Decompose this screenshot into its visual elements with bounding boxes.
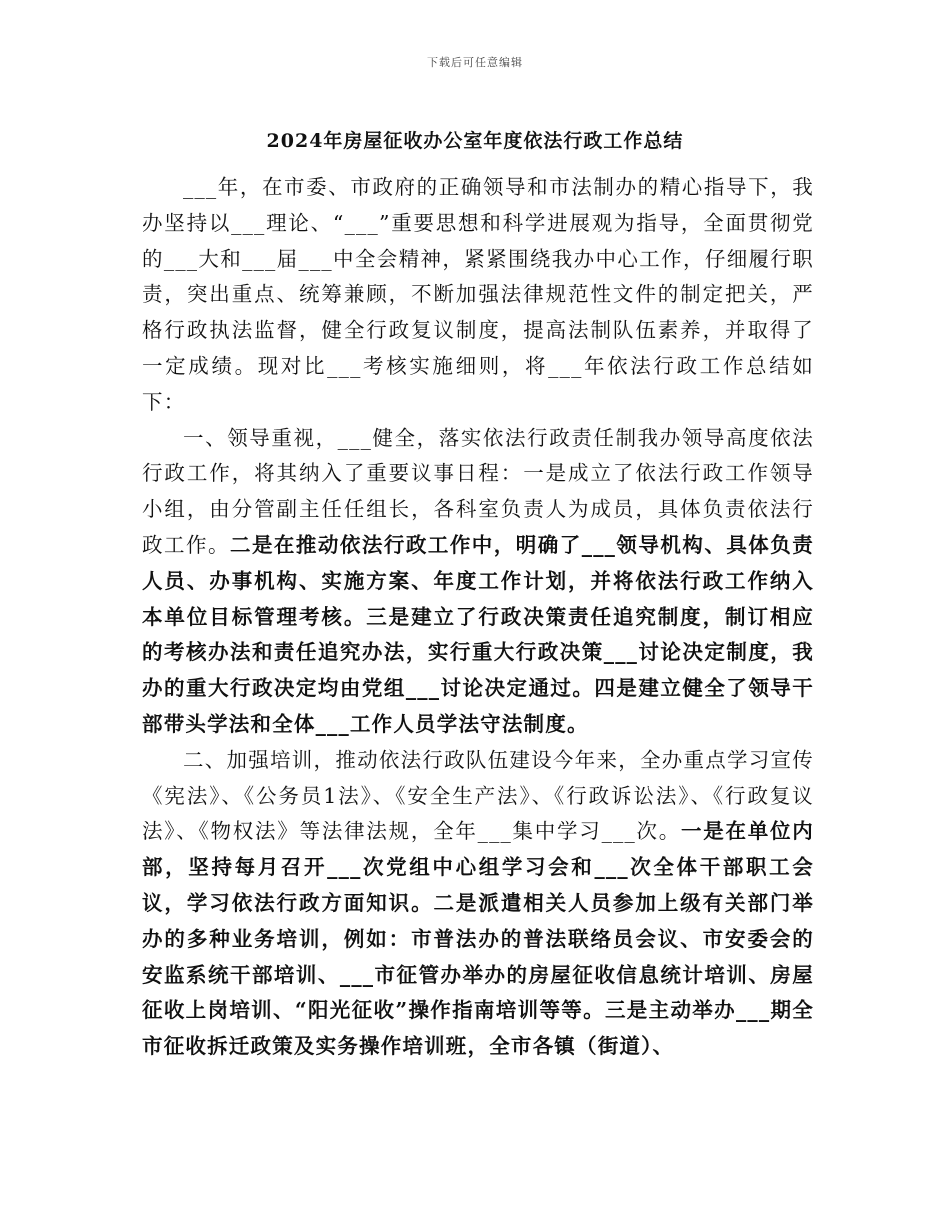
section-one-text: 一、领导重视，___健全，落实依法行政责任制我办领导高度依法行政工作，将其纳入了重要议事日程：一是成立了依法行政工作领导小组，由分管副主任任组长，各科室负责人为成员，具体负责依法行政工作。 (142, 425, 814, 557)
paragraph-intro (142, 170, 814, 421)
intro-text: ___年，在市委、市政府的正确领导和市法制办的精心指导下，我办坚持以___理论、“___”重要思想和科学进展观为指导，全面贯彻党的___大和___届___中全会精神，紧紧围绕我办中心工作，仔细履行职责，突出重点、统筹兼顾，不断加强法律规范性文件的制定把关，严格行政执法监督，健全行政复议制度，提高法制队伍素养，并取得了一定成绩。现对比___考核实施细则，将___年依法行政工作总结如下： (142, 175, 814, 414)
paragraph-section-two (142, 743, 814, 1065)
section-two-bold-text: 一是在单位内部，坚持每月召开___次党组中心组学习会和___次全体干部职工会议，学习依法行政方面知识。二是派遣相关人员参加上级有关部门举办的多种业务培训，例如：市普法办的普法联络员会议、市安委会的安监系统干部培训、___市征管办举办的房屋征收信息统计培训、房屋征收上岗培训、“阳光征收”操作指南培训等等。三是主动举办___期全市征收拆迁政策及实务操作培训班，全市各镇（街道）、 (142, 819, 814, 1059)
section-one-bold-text: 二是在推动依法行政工作中，明确了___领导机构、具体负责人员、办事机构、实施方案、年度工作计划，并将依法行政工作纳入本单位目标管理考核。三是建立了行政决策责任追究制度，制订相应的考核办法和责任追究办法，实行重大行政决策___讨论决定制度，我办的重大行政决定均由党组___讨论决定通过。四是建立健全了领导干部带头学法和全体___工作人员学法守法制度。 (142, 532, 814, 736)
document-title: 2024年房屋征收办公室年度依法行政工作总结 (266, 130, 684, 152)
paragraph-section-one (142, 421, 814, 743)
download-note: 下载后可任意编辑 (427, 56, 523, 69)
section-two-text: 二、加强培训，推动依法行政队伍建设今年来，全办重点学习宣传《宪法》、《公务员1法》、《安全生产法》、《行政诉讼法》、《行政复议法》、《物权法》等法律法规，全年___集中学习___次。 (142, 747, 814, 844)
document-body (142, 170, 814, 1065)
